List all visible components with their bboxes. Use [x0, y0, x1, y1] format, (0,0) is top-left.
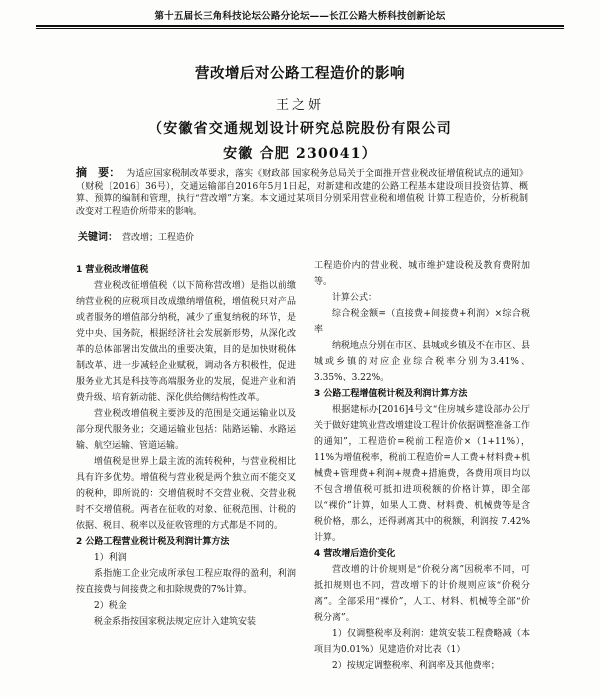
header-rule: [36, 25, 564, 27]
keywords-text: 营改增；工程造价: [122, 233, 195, 243]
abstract: [76, 167, 528, 218]
subheading-tax: 2）税金: [94, 601, 127, 611]
section-2-paragraph: 系指施工企业完成所承包工程应取得的盈利，利润按直接费与间接费之和扣除规费的7%计算。: [76, 569, 296, 595]
section-2-heading: 2 公路工程营业税计税及利润计算方法: [76, 537, 230, 547]
affiliation: （安徽省交通规划设计研究总院股份有限公司: [148, 121, 452, 137]
section-3-heading: 3 公路工程增值税计税及利润计算方法: [314, 389, 468, 399]
section-1-heading: 1 营业税改增值税: [76, 265, 149, 275]
abstract-label: 摘 要：: [76, 166, 121, 179]
paper-title: 营改增后对公路工程造价的影响: [195, 66, 405, 82]
section-4-item: 2）按规定调整税率、利润率及其他费率；: [332, 661, 500, 671]
affiliation-city: 安徽 合肥 230041）: [223, 146, 377, 162]
running-header: 第十五届长三角科技论坛公路分论坛——长江公路大桥科技创新论坛: [154, 11, 446, 22]
keywords-label: 关键词：: [78, 232, 118, 243]
section-4-item: 1）仅调整税率及利润：建筑安装工程费略减（本项目为0.01%）见建造价对比表（1）: [314, 629, 530, 655]
left-column: [76, 262, 296, 630]
section-2-paragraph: 税金系指按国家税法规定应计入建筑安装: [94, 617, 257, 627]
author-name: 王之妍: [275, 98, 324, 113]
header-rule-thin: [36, 28, 564, 29]
formula: 综合税金额=（直接费+间接费+利润）×综合税率: [314, 309, 530, 335]
formula-label: 计算公式：: [332, 293, 378, 303]
section-1-paragraph: 营业税改增值税主要涉及的范围是交通运输业以及部分现代服务业；交通运输业包括：陆路运输、水路运输、航空运输、管道运输。: [76, 409, 296, 451]
tax-rate-paragraph: 纳税地点分别在市区、县城或乡镇及不在市区、县城或乡镇的对应企业综合税率分别为3.41%、3.35%、3.22%。: [314, 341, 531, 383]
keywords: [78, 228, 528, 243]
section-4-paragraph: 营改增的计价规则是“价税分离”因税率不同，可抵扣规则也不同，营改增下的计价规则应该“价税分离”。全部采用“裸价”，人工、材料、机械等全部“价税分离”。: [314, 565, 530, 623]
section-4-heading: 4 营改增后造价变化: [314, 549, 396, 559]
section-1-paragraph: 营业税改征增值税（以下简称营改增）是指以前缴纳营业税的应税项目改成缴纳增值税，增值税只对产品或者服务的增值部分纳税，减少了重复纳税的环节，是党中央、国务院，根据经济社会发展新形势，从深化改革的总体部署出发做出的重要决策，目的是加快财税体制改革、进一步减轻企业赋税，调动各方积极性，促进服务业尤其是科技等高端服务业的发展，促进产业和消费升级、培育新动能、深化供给侧结构性改革。: [76, 281, 296, 403]
section-1-paragraph: 增值税是世界上最主流的流转税种，与营业税相比具有许多优势。增值税与营业税是两个独立而不能交叉的税种，即所说的：交增值税时不交营业税、交营业税时不交增值税。两者在征收的对象、征税范围、计税的依据、税目、税率以及征收管理的方式都是不同的。: [76, 457, 296, 531]
subheading-profit: 1）利润: [94, 553, 127, 563]
abstract-text: 为适应国家税制改革要求，落实《财政部 国家税务总局关于全面推开营业税改征增值税试点的通知》（财税〔2016〕36号），交通运输部自2016年5月1日起，对新建和改建的公路工程基本建设项目投资估算、概算、预算的编制和管理，执行“营改增”方案。本文通过某项目分别采用营业税和增值税 计算工程造价，分析税制改变对工程造价所带来的影响。: [76, 169, 528, 217]
right-column: [314, 258, 530, 674]
section-3-paragraph: 根据建标办[2016]4号文“住房城乡建设部办公厅关于做好建筑业营改增建设工程计价依据调整准备工作的通知”，工程造价=税前工程造价×（1+11%），11%为增值税率，税前工程造价=人工费+材料费+机械费+管理费+利润+规费+措施费，各费用项目均以不包含增值税可抵扣进项税额的价格计算，即全部以“裸价”计算，如果人工费、材料费、机械费等是含税价格，那么，还得剥离其中的税额，利润按 7.42%计算。: [314, 405, 531, 543]
continued-paragraph: 工程造价内的营业税、城市维护建设税及教育费附加等。: [314, 261, 530, 287]
